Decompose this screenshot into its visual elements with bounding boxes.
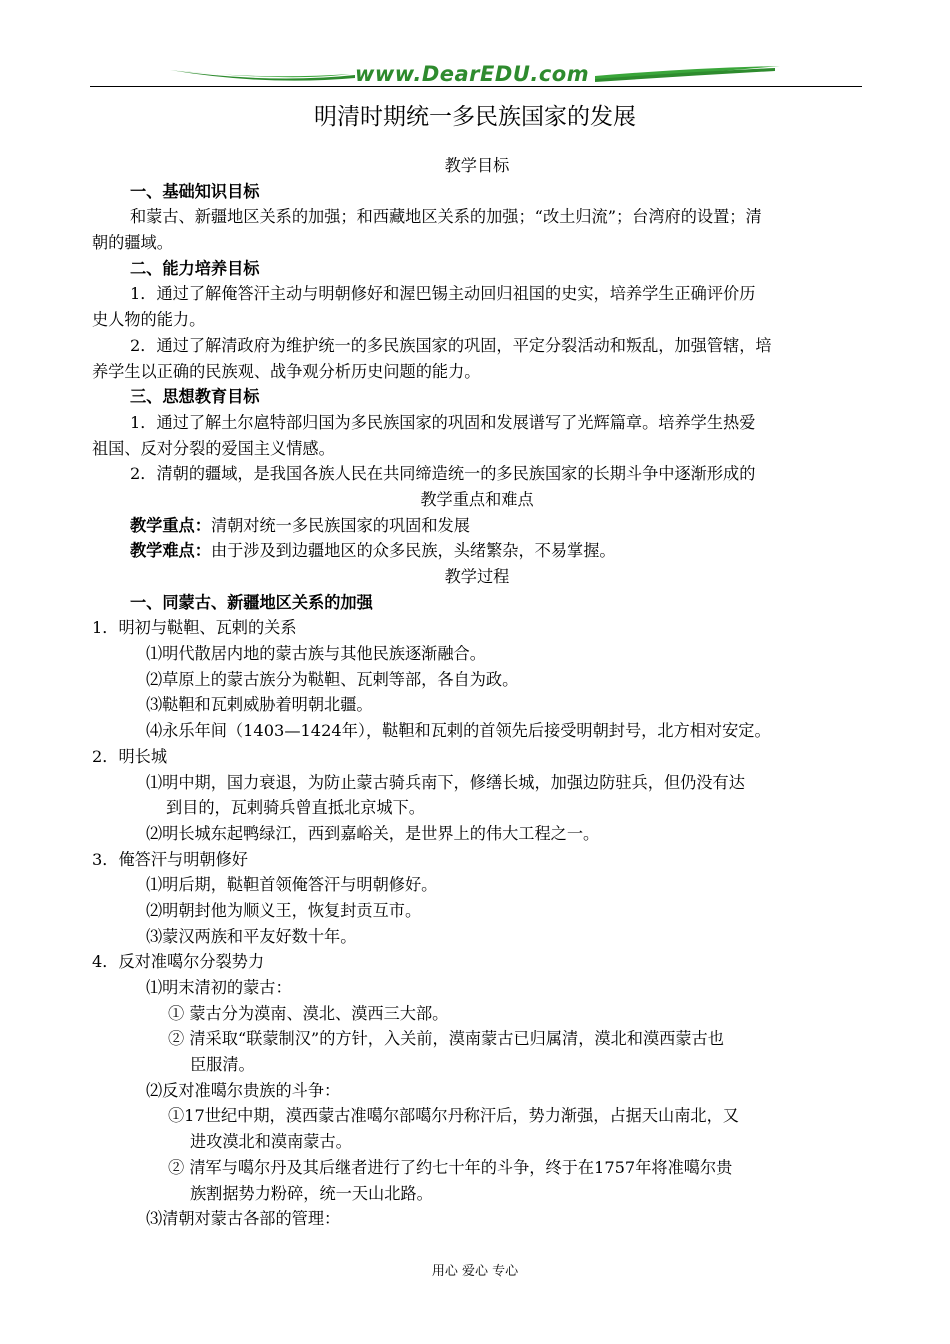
section-heading: 教学目标 — [444, 156, 510, 175]
paragraph-line: 史人物的能力。 — [92, 310, 206, 330]
subheading: 三、思想教育目标 — [130, 387, 260, 407]
list-item: ⑴明中期，国力衰退，为防止蒙古骑兵南下，修缮长城，加强边防驻兵，但仍没有达 — [146, 772, 745, 792]
paragraph-line: 1．通过了解俺答汗主动与明朝修好和渥巴锡主动回归祖国的史实，培养学生正确评价历 — [130, 284, 756, 304]
list-item: 2．明长城 — [92, 746, 168, 766]
sub-list-item-continuation: 臣服清。 — [190, 1055, 255, 1075]
subheading: 一、同蒙古、新疆地区关系的加强 — [130, 592, 373, 612]
difficulty-label: 教学难点： — [130, 541, 211, 561]
paragraph-line: 朝的疆域。 — [92, 233, 173, 253]
paragraph-line: 祖国、反对分裂的爱国主义情感。 — [92, 438, 335, 458]
sub-list-item-continuation: 族割据势力粉碎，统一天山北路。 — [190, 1183, 433, 1203]
difficulty-line — [92, 538, 862, 564]
paragraph-line: 养学生以正确的民族观、战争观分析历史问题的能力。 — [92, 361, 481, 381]
list-item: ⑶清朝对蒙古各部的管理： — [146, 1209, 341, 1229]
site-logo-text: www.DearEDU.com — [355, 62, 590, 86]
page-title: 明清时期统一多民族国家的发展 — [314, 104, 636, 130]
document-body — [92, 153, 862, 1232]
section-heading: 教学重点和难点 — [420, 489, 534, 509]
list-item: ⑵草原上的蒙古族分为鞑靼、瓦剌等部，各自为政。 — [146, 669, 519, 689]
header-divider — [90, 86, 862, 87]
paragraph-line: 和蒙古、新疆地区关系的加强；和西藏地区关系的加强；“改土归流”；台湾府的设置；清 — [130, 207, 762, 227]
list-item: 4．反对准噶尔分裂势力 — [92, 952, 265, 972]
list-item: ⑷永乐年间（1403—1424年），鞑靼和瓦剌的首领先后接受明朝封号，北方相对安定。 — [146, 721, 771, 741]
list-item: ⑴明后期，鞑靼首领俺答汗与明朝修好。 — [146, 875, 438, 895]
sub-list-item-continuation: 进攻漠北和漠南蒙古。 — [190, 1132, 352, 1152]
list-item: 1．明初与鞑靼、瓦剌的关系 — [92, 618, 297, 638]
sub-list-item: ② 清军与噶尔丹及其后继者进行了约七十年的斗争，终于在1757年将准噶尔贵 — [168, 1157, 733, 1177]
paragraph-line: 2．通过了解清政府为维护统一的多民族国家的巩固，平定分裂活动和叛乱，加强管辖，培 — [130, 335, 772, 355]
list-item: ⑶蒙汉两族和平友好数十年。 — [146, 926, 357, 946]
sub-list-item: ② 清采取“联蒙制汉”的方针，入关前，漠南蒙古已归属清，漠北和漠西蒙古也 — [168, 1029, 724, 1049]
list-item: ⑵明朝封他为顺义王，恢复封贡互市。 — [146, 900, 422, 920]
key-point-text: 清朝对统一多民族国家的巩固和发展 — [210, 515, 470, 535]
paragraph-line: 2．清朝的疆域，是我国各族人民在共同缔造统一的多民族国家的长期斗争中逐渐形成的 — [130, 464, 756, 484]
list-item: ⑴明代散居内地的蒙古族与其他民族逐渐融合。 — [146, 644, 486, 664]
key-point-label: 教学重点： — [130, 515, 211, 535]
list-item: ⑵反对准噶尔贵族的斗争： — [146, 1080, 341, 1100]
sub-list-item: ① 蒙古分为漠南、漠北、漠西三大部。 — [168, 1003, 449, 1023]
list-item: ⑵明长城东起鸭绿江，西到嘉峪关，是世界上的伟大工程之一。 — [146, 823, 600, 843]
list-item: 3．俺答汗与明朝修好 — [92, 849, 248, 869]
list-item-continuation: 到目的，瓦剌骑兵曾直抵北京城下。 — [166, 798, 425, 818]
subheading: 二、能力培养目标 — [130, 258, 260, 278]
list-item: ⑶鞑靼和瓦剌威胁着明朝北疆。 — [146, 695, 373, 715]
section-heading: 教学过程 — [444, 567, 510, 586]
paragraph-line: 1．通过了解土尔扈特部归国为多民族国家的巩固和发展谱写了光辉篇章。培养学生热爱 — [130, 412, 756, 432]
key-point-line — [92, 513, 862, 539]
sub-list-item: ①17世纪中期，漠西蒙古准噶尔部噶尔丹称汗后，势力渐强，占据天山南北，又 — [168, 1106, 739, 1126]
subheading: 一、基础知识目标 — [130, 181, 260, 201]
list-item: ⑴明末清初的蒙古： — [146, 978, 292, 997]
page-footer: 用心 爱心 专心 — [431, 1264, 519, 1279]
difficulty-text: 由于涉及到边疆地区的众多民族，头绪繁杂，不易掌握。 — [210, 541, 616, 561]
